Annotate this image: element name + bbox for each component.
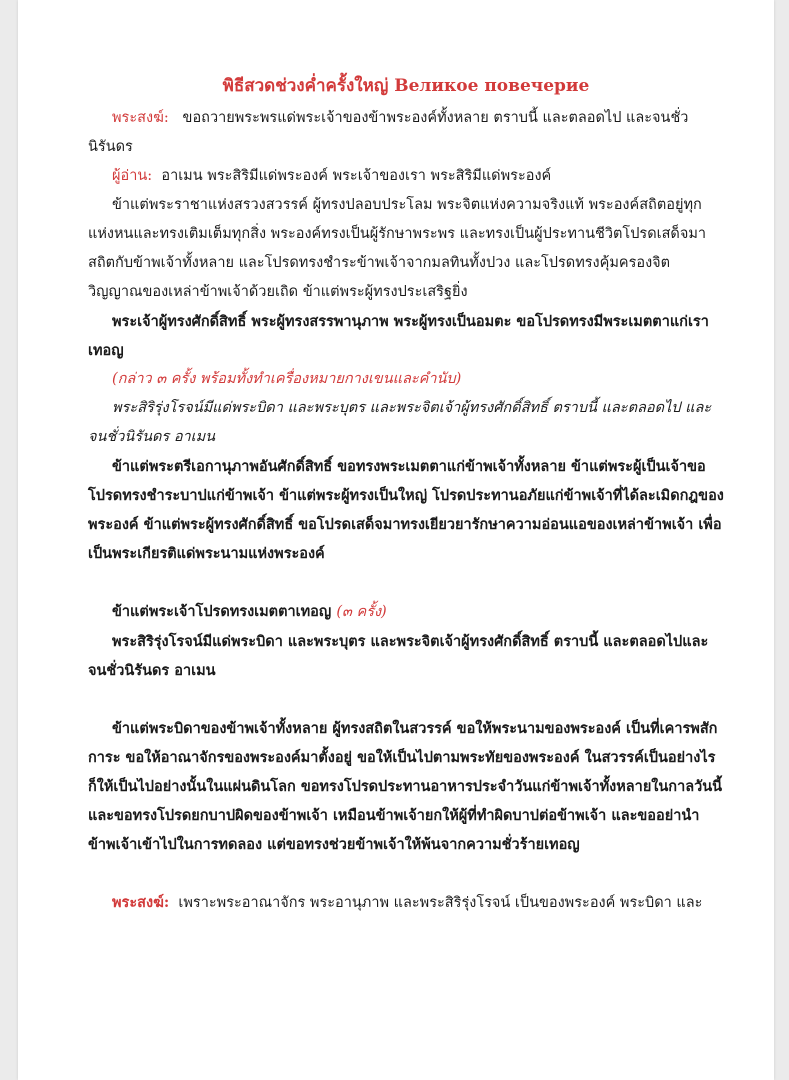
rubric-three-times: (กล่าว ๓ ครั้ง พร้อมทั้งทำเครื่องหมายกางเขนและคำนับ) <box>112 371 462 387</box>
prayer-holy-trinity: ข้าแต่พระตรีเอกานุภาพอันศักดิ์สิทธิ์ ขอทรงพระเมตตาแก่ข้าพเจ้าทั้งหลาย ข้าแต่พระผู้เป็นเจ้าขอโปรดทรงชำระบาปแก่ข้าพเจ้า ข้าแต่พระผู้ทรงเป็นใหญ่ โปรดประทานอภัยแก่ข้าพเจ้าที่ได้ละเมิดกฎของพระองค์ ข้าแต่พระผู้ทรงศักดิ์สิทธิ์ ขอโปรดเสด็จมาทรงเยียวยารักษาความอ่อนแอของเหล่าข้าพเจ้า เพื่อเป็นพระเกียรติแด่พระนามแห่งพระองค์ <box>88 458 724 562</box>
reader-text: อาเมน พระสิริมีแด่พระองค์ พระเจ้าของเรา พระสิริมีแด่พระองค์ <box>161 168 552 184</box>
reader-line <box>88 162 724 191</box>
speaker-label-priest: พระสงฆ์: <box>112 110 169 126</box>
spacer <box>88 859 724 888</box>
priest-text-2: เพราะพระอาณาจักร พระอานุภาพ และพระสิริรุ่งโรจน์ เป็นของพระองค์ พระบิดา และ <box>178 895 703 911</box>
priest-text-1: ขอถวายพระพรแด่พระเจ้าของข้าพระองค์ทั้งหลาย ตราบนี้ และตลอดไป และจนชั่วนิรันดร <box>88 110 689 155</box>
speaker-label-priest: พระสงฆ์: <box>112 894 170 911</box>
priest-line-2 <box>88 888 724 918</box>
priest-line-1 <box>88 104 724 162</box>
rubric-note: (๓ ครั้ง) <box>336 604 387 620</box>
spacer <box>88 568 724 597</box>
glory-be-bold: พระสิริรุ่งโรจน์มีแด่พระบิดา และพระบุตร และพระจิตเจ้าผู้ทรงศักดิ์สิทธิ์ ตราบนี้ และตลอดไปและจนชั่วนิรันดร อาเมน <box>88 633 709 679</box>
document-page <box>18 0 774 1080</box>
document-title: พิธีสวดช่วงค่ำครั้งใหญ่ Великое повечерие <box>222 76 590 96</box>
trisagion: พระเจ้าผู้ทรงศักดิ์สิทธิ์ พระผู้ทรงสรรพานุภาพ พระผู้ทรงเป็นอมตะ ขอโปรดทรงมีพระเมตตาแก่เราเทอญ <box>88 313 709 359</box>
lord-have-mercy-text: ข้าแต่พระเจ้าโปรดทรงเมตตาเทอญ <box>112 603 332 620</box>
document-body <box>88 72 724 918</box>
speaker-label-reader: ผู้อ่าน: <box>112 168 153 184</box>
spacer <box>88 685 724 714</box>
glory-be-italic: พระสิริรุ่งโรจน์มีแด่พระบิดา และพระบุตร และพระจิตเจ้าผู้ทรงศักดิ์สิทธิ์ ตราบนี้ และตลอดไป และจนชั่วนิรันดร อาเมน <box>88 400 712 445</box>
lords-prayer: ข้าแต่พระบิดาของข้าพเจ้าทั้งหลาย ผู้ทรงสถิตในสวรรค์ ขอให้พระนามของพระองค์ เป็นที่เคารพสักการะ ขอให้อาณาจักรของพระองค์มาตั้งอยู่ ขอให้เป็นไปตามพระทัยของพระองค์ ในสวรรค์เป็นอย่างไร ก็ให้เป็นไปอย่างนั้นในแผ่นดินโลก ขอทรงโปรดประทานอาหารประจำวันแก่ข้าพเจ้าทั้งหลายในกาลวันนี้ และขอทรงโปรดยกบาปผิดของข้าพเจ้า เหมือนข้าพเจ้ายกให้ผู้ที่ทำผิดบาปต่อข้าพเจ้า และขออย่านำข้าพเจ้าเข้าไปในการทดลอง แต่ขอทรงช่วยข้าพเจ้าให้พ้นจากความชั่วร้ายเทอญ <box>88 720 723 853</box>
lord-have-mercy <box>88 597 724 627</box>
prayer-heavenly-king: ข้าแต่พระราชาแห่งสรวงสวรรค์ ผู้ทรงปลอบประโลม พระจิตแห่งความจริงแท้ พระองค์สถิตอยู่ทุกแห่งหนและทรงเติมเต็มทุกสิ่ง พระองค์ทรงเป็นผู้รักษาพระพร และทรงเป็นผู้ประทานชีวิตโปรดเสด็จมาสถิตกับข้าพเจ้าทั้งหลาย และโปรดทรงชำระข้าพเจ้าจากมลทินทั้งปวง และโปรดทรงคุ้มครองจิตวิญญาณของเหล่าข้าพเจ้าด้วยเถิด ข้าแต่พระผู้ทรงประเสริฐยิ่ง <box>88 197 707 300</box>
